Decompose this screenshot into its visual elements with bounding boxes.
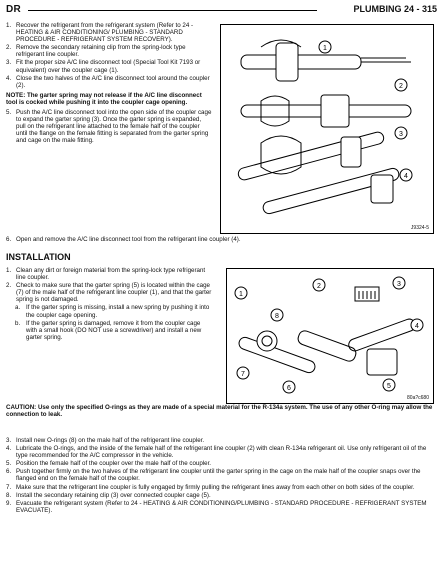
list-item: 3. Fit the proper size A/C line disconnect tool (Special Tool Kit 7193 or equivalent) over the coupler cage (1). <box>6 59 201 74</box>
caution-text: CAUTION: Use only the specified O-rings as they are made of a special material for the R-134a system. The use of any other O-ring may allow the connection to leak. <box>6 404 433 419</box>
removal-step-6 <box>6 236 436 244</box>
list-item: 1. Recover the refrigerant from the refrigerant system (Refer to 24 - HEATING & AIR CONDITIONING/ PLUMBING - STANDARD PROCEDURE - REFRIGERANT SYSTEM RECOVERY). <box>6 22 194 44</box>
list-item: 6. Push together firmly on the two halves of the refrigerant line coupler until the garter spring in the cage on the male half of the coupler snaps over the flanged end on the female half of the coupler. <box>6 468 421 483</box>
list-item: 3. Install new O-rings (8) on the male half of the refrigerant line coupler. <box>6 437 205 444</box>
list-item: 5. Position the female half of the coupler over the male half of the coupler. <box>6 460 212 468</box>
installation-heading: INSTALLATION <box>6 252 71 262</box>
final-installation-steps <box>6 437 437 515</box>
list-item: 2. Remove the secondary retaining clip from the spring-lock type refrigerant line coupler. <box>6 44 186 59</box>
list-item: 8. Install the secondary retaining clip (3) over connected coupler cage (5). <box>6 491 211 499</box>
list-item: 2. Check to make sure that the garter spring (5) is located within the cage (7) of the male half of the refrigerant line coupler (1), and that the garter spring is not damaged. <box>6 282 212 304</box>
coupler-removal-figure <box>220 24 434 234</box>
garter-spring-note: NOTE: The garter spring may not release if the A/C line disconnect tool is cocked while pushing it into the coupler cage opening. <box>6 91 202 106</box>
list-item: 1. Clean any dirt or foreign material from the spring-lock type refrigerant line coupler. <box>6 267 206 282</box>
figure2-callout-8: 8 <box>275 313 279 320</box>
figure2-callout-2: 2 <box>317 283 321 290</box>
header-rule <box>28 10 317 11</box>
header-section-code: DR <box>6 4 22 15</box>
figure1-callout-1: 1 <box>323 45 327 52</box>
list-item: 6. Open and remove the A/C line disconnect tool from the refrigerant line coupler (4). <box>6 236 241 243</box>
list-item: 4. Lubricate the O-rings, and the inside of the female half of the refrigerant line coupler (2) with clean R-134a refrigerant oil. Use only refrigerant oil of the type recommended for the A/C compressor in the vehicle. <box>6 445 427 460</box>
figure2-code: 80a?c680 <box>407 395 429 401</box>
figure2-callout-5: 5 <box>387 383 391 390</box>
coupler-removal-illustration <box>221 25 433 233</box>
figure2-callout-6: 6 <box>287 385 291 392</box>
list-item: 7. Make sure that the refrigerant line coupler is fully engaged by firmly pulling the refrigerant lines away from each other on both sides of the coupler. <box>6 483 415 491</box>
removal-steps-column <box>6 22 212 146</box>
figure2-callout-4: 4 <box>415 323 419 330</box>
figure2-callout-7: 7 <box>241 371 245 378</box>
figure1-code: J9324-5 <box>410 225 429 231</box>
figure1-callout-3: 3 <box>399 131 403 138</box>
coupler-installation-illustration <box>227 269 433 403</box>
figure2-callout-1: 1 <box>239 291 243 298</box>
page-header <box>6 4 437 18</box>
coupler-installation-figure <box>226 268 434 404</box>
figure1-callout-2: 2 <box>399 83 403 90</box>
list-item: a. If the garter spring is missing, install a new spring by pushing it into the coupler cage opening. <box>15 304 210 319</box>
list-item: 4. Close the two halves of the A/C line disconnect tool around the coupler (2). <box>6 74 210 89</box>
list-item: b. If the garter spring is damaged, remove it from the coupler cage with a small hook (DO NOT use a screwdriver) and install a new garter spring. <box>15 319 202 341</box>
list-item: 9. Evacuate the refrigerant system (Refer to 24 - HEATING & AIR CONDITIONING/PLUMBING - STANDARD PROCEDURE - REFRIGERANT SYSTEM EVACUATE). <box>6 499 427 514</box>
installation-steps-column <box>6 267 212 342</box>
figure2-callout-3: 3 <box>397 281 401 288</box>
header-page-info: PLUMBING 24 - 315 <box>353 4 437 14</box>
figure1-callout-4: 4 <box>404 173 408 180</box>
list-item: 5. Push the A/C line disconnect tool into the open side of the coupler cage to expand the garter spring (3). Once the garter spring is expanded, pull on the refrigerant line attached to the female half of the coupler until the flange on the female fitting is separated from the garter spring and cage on the male fitting. <box>6 109 212 145</box>
